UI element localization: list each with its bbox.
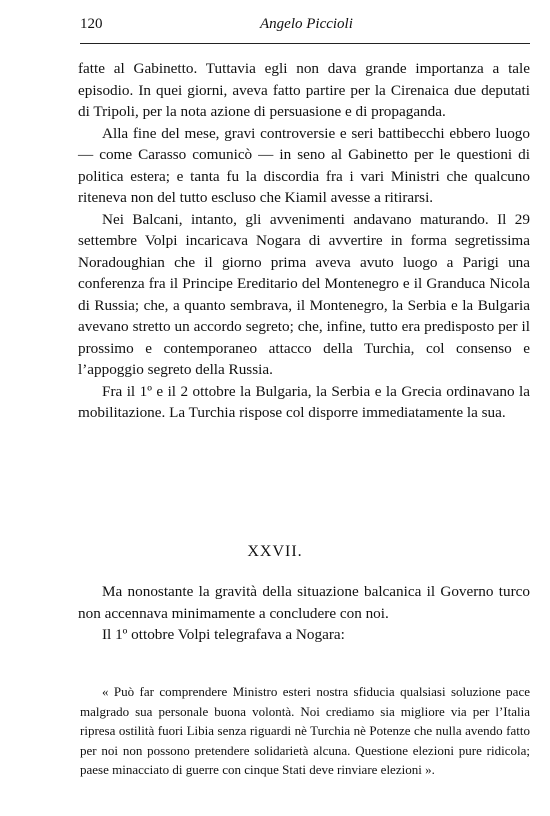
section-title: XXVII. xyxy=(247,543,303,560)
paragraph: Alla fine del mese, gravi controversie e seri battibecchi ebbero luogo — come Carasso comunicò — in seno al Gabinetto per le questioni di politica estera; e tanta fu la discordia fra i vari Ministri che qualcuno riteneva non del tutto escluso che Kiamil avesse a ritirarsi. xyxy=(78,124,530,206)
header-rule xyxy=(80,43,530,44)
running-title: Angelo Piccioli xyxy=(260,16,353,32)
section-text xyxy=(78,581,530,646)
body-text xyxy=(78,58,530,424)
page-number: 120 xyxy=(80,16,103,32)
paragraph: Fra il 1º e il 2 ottobre la Bulgaria, la Serbia e la Grecia ordinavano la mobilitazione. La Turchia rispose col disporre immediatamente la sua. xyxy=(78,382,530,421)
quote-text: « Può far comprendere Ministro esteri nostra sfiducia qualsiasi soluzione pace malgrado sua personale buona volontà. Noi crediamo sia migliore via per l’Italia ripresa ostilità fuori Libia senza riguardi nè Turchia nè Potenze che nulla avendo fatto per noi non possono pretendere solidarietà alcuna. Questione elezioni pure ridicola; paese minacciato di guerre con cinque Stati deve rinviare elezioni ». xyxy=(80,684,530,777)
telegram-quote xyxy=(80,682,530,780)
paragraph: fatte al Gabinetto. Tuttavia egli non dava grande importanza a tale episodio. In quei giorni, aveva fatto partire per la Cirenaica due deputati di Tripoli, per la nota azione di persuasione e di propaganda. xyxy=(78,60,530,120)
running-head xyxy=(80,16,530,42)
paragraph: Nei Balcani, intanto, gli avvenimenti andavano maturando. Il 29 settembre Volpi incaricava Nogara di avvertire in forma segretissima Noradoughian che il giorno prima aveva avuto luogo a Parigi una conferenza fra il Principe Ereditario del Montenegro e il Granduca Nicola di Russia; che, a quanto sembrava, il Montenegro, la Serbia e la Bulgaria avevano stretto un accordo segreto; che, infine, tutto era predisposto per il prossimo e contemporaneo attacco della Turchia, col consenso e l’appoggio segreto della Russia. xyxy=(78,210,530,378)
paragraph: Ma nonostante la gravità della situazione balcanica il Governo turco non accennava minimamente a concludere con noi. xyxy=(78,583,530,622)
paragraph: Il 1º ottobre Volpi telegrafava a Nogara: xyxy=(102,626,345,643)
